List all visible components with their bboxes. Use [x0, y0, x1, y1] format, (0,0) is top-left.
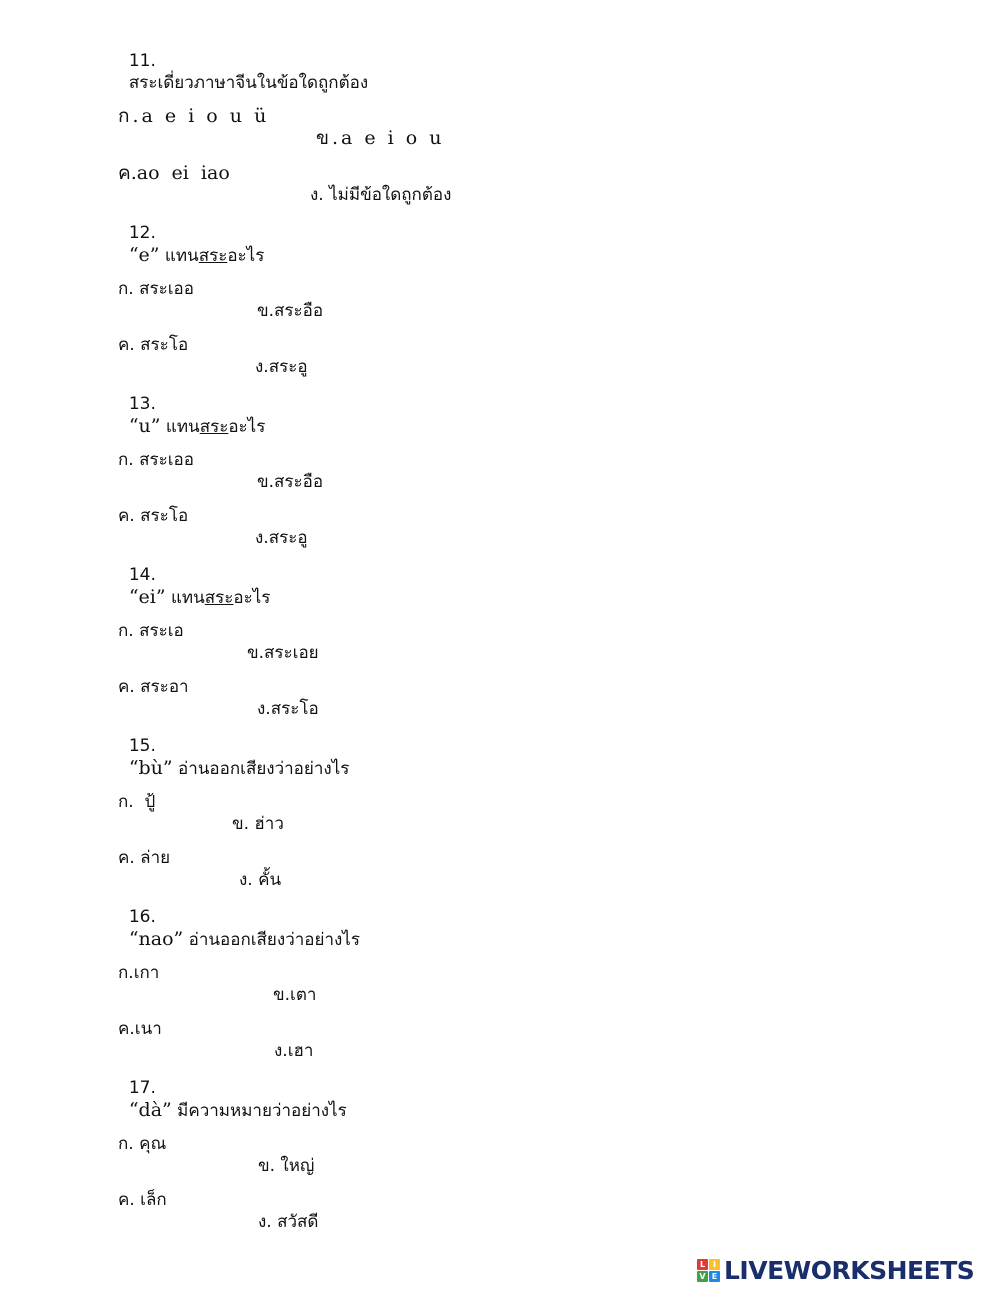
option-c[interactable]: ค.เนา — [118, 1019, 162, 1039]
question-15-options-row-2 — [0, 825, 1000, 891]
question-text: อ่านออกเสียงว่าอย่างไร — [172, 759, 350, 779]
option-c[interactable]: ค. สระโอ — [118, 506, 189, 526]
question-text-tail: อะไร — [227, 246, 265, 266]
option-b[interactable]: ข.สระเอย — [247, 643, 319, 663]
option-a[interactable]: ก. สระเออ — [118, 450, 194, 470]
question-text-underlined: สระ — [204, 588, 234, 608]
logo-mark-tile: E — [709, 1271, 720, 1282]
pinyin-term: “dà” — [128, 1099, 172, 1121]
question-text-underlined: สระ — [198, 246, 228, 266]
option-d[interactable]: ง.เฮา — [274, 1041, 314, 1061]
option-a[interactable]: ก. สระเอ — [118, 621, 184, 641]
option-b[interactable]: ข.เตา — [273, 985, 317, 1005]
option-d[interactable]: ง.สระอู — [255, 528, 308, 548]
pinyin-term: “e” — [128, 244, 160, 266]
option-d[interactable]: ง. ไม่มีข้อใดถูกต้อง — [310, 185, 452, 205]
option-c[interactable]: ค.ao ei iao — [118, 162, 230, 184]
pinyin-term: “nao” — [128, 928, 184, 950]
pinyin-term: “u” — [128, 415, 161, 437]
logo-text: LIVEWORKSHEETS — [724, 1255, 975, 1285]
question-14-options-row-2 — [0, 654, 1000, 720]
question-11-options-row-2 — [0, 140, 1000, 206]
question-text: แทน — [160, 417, 200, 437]
option-a[interactable]: ก. ปู้ — [118, 792, 156, 812]
option-b[interactable]: ข.สระอือ — [257, 301, 324, 321]
question-text-tail: อะไร — [228, 417, 266, 437]
question-number: 15. — [128, 736, 156, 756]
option-a[interactable]: ก. คุณ — [118, 1134, 167, 1154]
pinyin-term: “ei” — [128, 586, 166, 608]
question-text: สระเดี่ยวภาษาจีนในข้อใดถูกต้อง — [128, 73, 369, 93]
question-number: 13. — [128, 394, 156, 414]
question-text: มีความหมายว่าอย่างไร — [171, 1101, 347, 1121]
question-text: แทน — [165, 588, 205, 608]
option-a[interactable]: ก.a e i o u ü — [118, 105, 270, 127]
option-d[interactable]: ง.สระโอ — [257, 699, 319, 719]
liveworksheets-logo — [697, 1255, 974, 1285]
logo-mark-tile: I — [709, 1259, 720, 1270]
question-number: 14. — [128, 565, 156, 585]
option-b[interactable]: ข.a e i o u — [316, 127, 445, 149]
option-b[interactable]: ข. ฮ่าว — [232, 814, 284, 834]
option-b[interactable]: ข.สระอือ — [257, 472, 324, 492]
option-c[interactable]: ค. ล่าย — [118, 848, 171, 868]
logo-mark-icon — [697, 1259, 720, 1282]
question-16-options-row-2 — [0, 996, 1000, 1062]
logo-mark-tile: L — [697, 1259, 708, 1270]
question-number: 11. — [128, 51, 156, 71]
question-text: แทน — [159, 246, 199, 266]
question-text: อ่านออกเสียงว่าอย่างไร — [183, 930, 360, 950]
option-c[interactable]: ค. สระอา — [118, 677, 189, 697]
question-number: 16. — [128, 907, 156, 927]
option-d[interactable]: ง.สระอู — [255, 357, 308, 377]
question-17-options-row-2 — [0, 1167, 1000, 1233]
option-a[interactable]: ก.เกา — [118, 963, 160, 983]
question-number: 12. — [128, 223, 156, 243]
question-text-tail: อะไร — [233, 588, 271, 608]
question-13-options-row-2 — [0, 483, 1000, 549]
question-text-underlined: สระ — [199, 417, 229, 437]
option-c[interactable]: ค. เล็ก — [118, 1190, 167, 1210]
option-d[interactable]: ง. สวัสดี — [258, 1212, 319, 1232]
pinyin-term: “bù” — [128, 757, 173, 779]
question-number: 17. — [128, 1078, 156, 1098]
logo-mark-tile: V — [697, 1271, 708, 1282]
option-a[interactable]: ก. สระเออ — [118, 279, 194, 299]
option-c[interactable]: ค. สระโอ — [118, 335, 189, 355]
question-12-options-row-2 — [0, 312, 1000, 378]
option-d[interactable]: ง. คั้น — [239, 870, 282, 890]
option-b[interactable]: ข. ใหญ่ — [258, 1156, 315, 1176]
